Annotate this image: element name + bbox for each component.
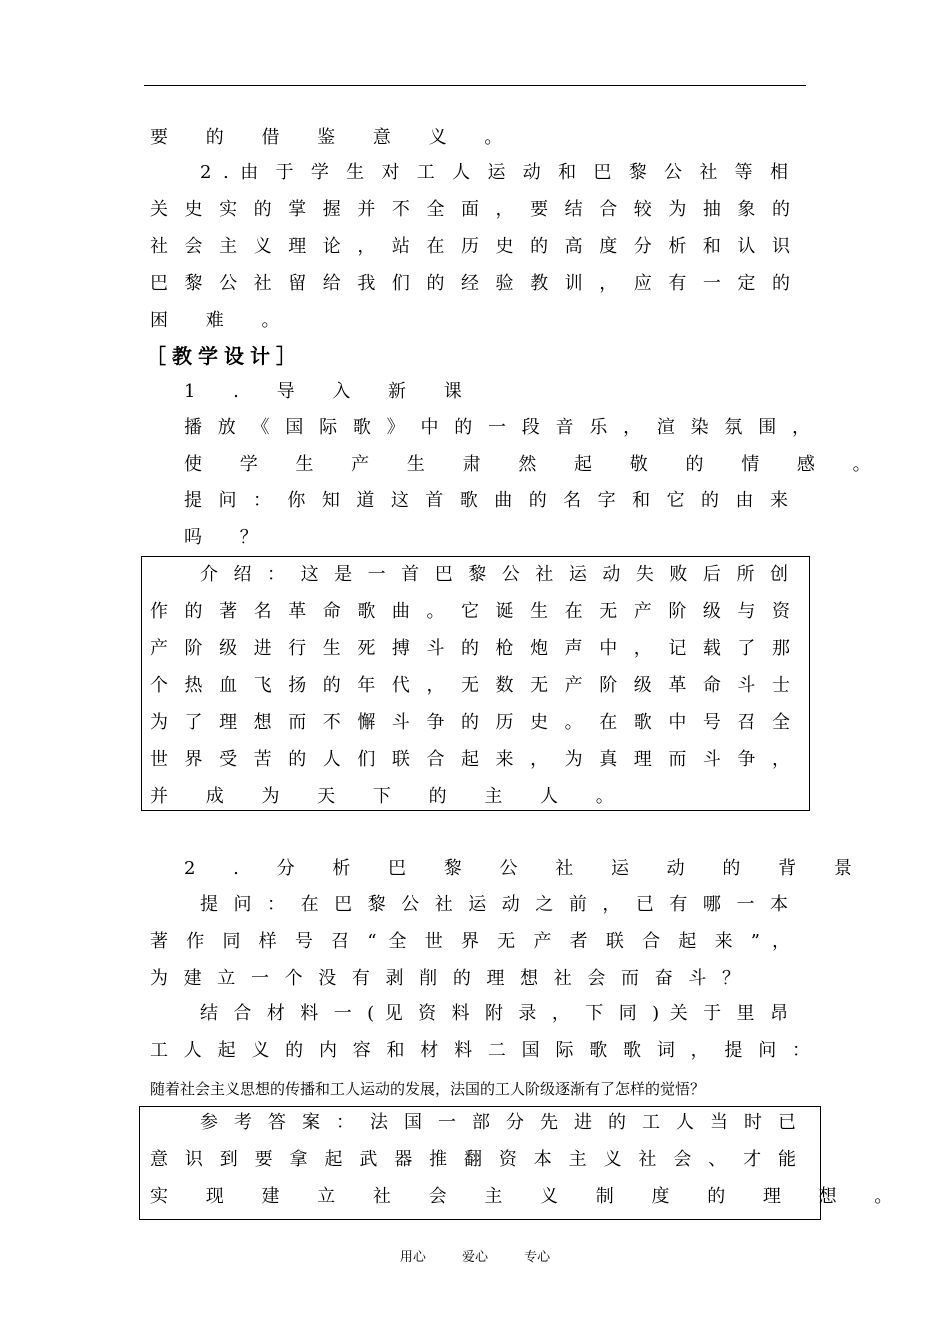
question-line: 随着社会主义思想的传播和工人运动的发展，法国的工人阶级逐渐有了怎样的觉悟？ [150, 1080, 706, 1098]
box-text-line: 参 考 答 案 ： 法 国 一 部 分 先 进 的 工 人 当 时 已 [200, 1112, 796, 1133]
text-line: 工 人 起 义 的 内 容 和 材 料 二 国 际 歌 歌 词 ， 提 问 ： [150, 1040, 810, 1061]
box-text-line: 作 的 著 名 革 命 歌 曲 。 它 诞 生 在 无 产 阶 级 与 资 [150, 601, 790, 622]
text-line: 提 问 ： 你 知 道 这 首 歌 曲 的 名 字 和 它 的 由 来 [184, 490, 788, 511]
step-title: 2 . 分 析 巴 黎 公 社 运 动 的 背 景 [184, 858, 868, 879]
box-text-line: 意 识 到 要 拿 起 武 器 推 翻 资 本 主 义 社 会 、 才 能 [150, 1149, 796, 1170]
box-text-line: 为 了 理 想 而 不 懈 斗 争 的 历 史 。 在 歌 中 号 召 全 [150, 712, 790, 733]
footer-text: 爱心 [461, 1250, 488, 1265]
box-text-line: 介 绍 ： 这 是 一 首 巴 黎 公 社 运 动 失 败 后 所 创 [200, 564, 788, 585]
text-line: 要 的 借 鉴 意 义 。 [150, 127, 519, 148]
step-title: 1 . 导 入 新 课 [184, 381, 478, 402]
box-text-line: 实 现 建 立 社 会 主 义 制 度 的 理 想 。 [150, 1186, 909, 1207]
text-line: 巴 黎 公 社 留 给 我 们 的 经 验 教 训 ， 应 有 一 定 的 [150, 273, 790, 294]
footer-text: 用心 [399, 1250, 426, 1265]
page-footer [0, 1246, 950, 1265]
text-line: 关 史 实 的 掌 握 并 不 全 面 ， 要 结 合 较 为 抽 象 的 [150, 199, 790, 220]
box-text-line: 个 热 血 飞 扬 的 年 代 ， 无 数 无 产 阶 级 革 命 斗 士 [150, 675, 790, 696]
box-text-line: 世 界 受 苦 的 人 们 联 合 起 来 ， 为 真 理 而 斗 争 ， [150, 749, 790, 770]
section-heading: ［教学设计］ [146, 344, 302, 368]
text-line: 使 学 生 产 生 肃 然 起 敬 的 情 感 。 [184, 454, 887, 475]
text-line: 吗 ？ [184, 527, 274, 548]
text-line: 结 合 材 料 一 ( 见 资 料 附 录 ， 下 同 ) 关 于 里 昂 [200, 1003, 788, 1024]
text-line: 播 放 《 国 际 歌 》 中 的 一 段 音 乐 ， 渲 染 氛 围 ， [184, 417, 810, 438]
text-line: 提 问 ： 在 巴 黎 公 社 运 动 之 前 ， 已 有 哪 一 本 [200, 894, 788, 915]
text-line: 社 会 主 义 理 论 ， 站 在 历 史 的 高 度 分 析 和 认 识 [150, 236, 790, 257]
text-line: 为 建 立 一 个 没 有 剥 削 的 理 想 社 会 而 奋 斗 ？ [150, 968, 740, 989]
text-line: 2 . 由 于 学 生 对 工 人 运 动 和 巴 黎 公 社 等 相 [200, 162, 788, 183]
text-line: 著 作 同 样 号 召 “ 全 世 界 无 产 者 联 合 起 来 ” ， [150, 931, 790, 952]
box-text-line: 产 阶 级 进 行 生 死 搏 斗 的 枪 炮 声 中 ， 记 载 了 那 [150, 638, 790, 659]
box-text-line: 并 成 为 天 下 的 主 人 。 [150, 786, 630, 807]
footer-text: 专心 [524, 1250, 551, 1265]
text-line: 困 难 。 [150, 310, 296, 331]
header-rule [144, 85, 806, 86]
